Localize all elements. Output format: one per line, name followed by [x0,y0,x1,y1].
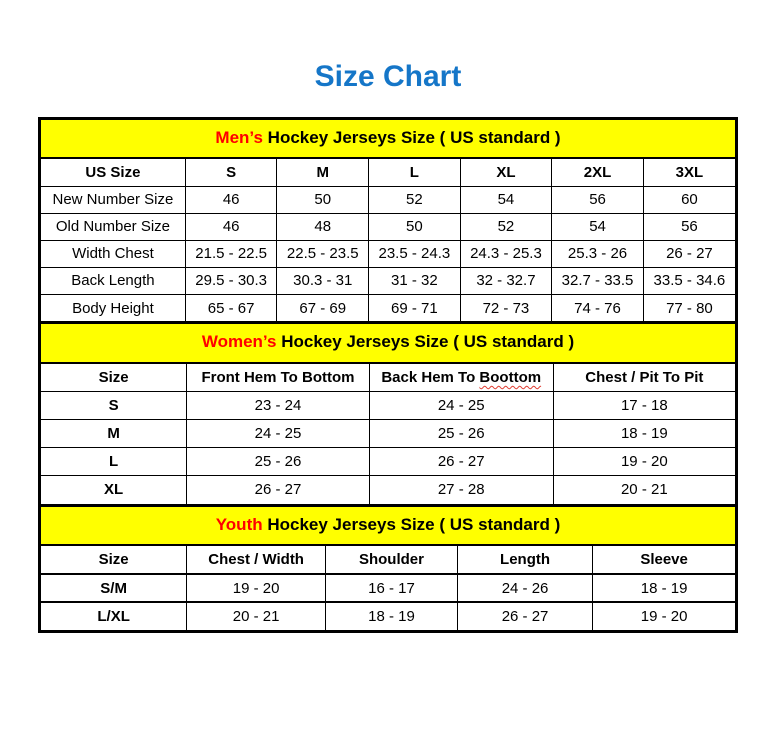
mens-column-header: 3XL [643,159,735,186]
mens-size-value: 31 - 32 [369,267,461,294]
youth-column-header: Size [41,546,187,574]
youth-column-header: Sleeve [593,546,735,574]
youth-band-highlight: Youth [215,514,263,534]
youth-band-text: Hockey Jerseys Size ( US standard ) [262,514,561,534]
page-title: Size Chart [314,60,462,93]
mens-column-header: 2XL [552,159,644,186]
section-mens [41,120,735,321]
mens-size-table [41,159,735,321]
womens-size-table [41,364,735,504]
womens-size-value: 17 - 18 [553,392,735,420]
womens-size-value: 24 - 25 [369,392,553,420]
womens-size-value: 18 - 19 [553,420,735,448]
mens-row-label: Back Length [41,267,185,294]
mens-size-value: 60 [643,186,735,213]
mens-band-text: Hockey Jerseys Size ( US standard ) [262,128,561,147]
table-row [41,294,735,321]
womens-column-header: Size [41,364,187,392]
mens-size-value: 30.3 - 31 [277,267,369,294]
youth-row-label: S/M [41,574,187,602]
mens-size-value: 29.5 - 30.3 [185,267,277,294]
table-row [41,213,735,240]
mens-size-value: 46 [185,213,277,240]
mens-column-header: M [277,159,369,186]
mens-column-header: S [185,159,277,186]
mens-size-value: 50 [369,213,461,240]
mens-size-value: 24.3 - 25.3 [460,240,552,267]
misspelled-word: Boottom [479,368,542,386]
table-row [41,602,735,630]
mens-row-label: New Number Size [41,186,185,213]
mens-band [41,120,735,159]
mens-size-value: 32 - 32.7 [460,267,552,294]
womens-size-value: 25 - 26 [187,448,370,476]
womens-size-value: 24 - 25 [187,420,370,448]
womens-size-value: 20 - 21 [553,476,735,504]
section-youth [41,504,735,630]
mens-size-value: 22.5 - 23.5 [277,240,369,267]
youth-column-header: Chest / Width [187,546,326,574]
youth-size-value: 19 - 20 [187,574,326,602]
size-chart [38,117,738,633]
mens-size-value: 23.5 - 24.3 [369,240,461,267]
mens-size-value: 74 - 76 [552,294,644,321]
mens-size-value: 52 [369,186,461,213]
youth-row-label: L/XL [41,602,187,630]
womens-band-text: Hockey Jerseys Size ( US standard ) [276,332,575,352]
mens-size-value: 56 [552,186,644,213]
mens-size-value: 77 - 80 [643,294,735,321]
youth-size-table [41,546,735,630]
youth-band [41,504,735,546]
mens-size-value: 69 - 71 [369,294,461,321]
mens-size-value: 26 - 27 [643,240,735,267]
womens-row-label: S [41,392,187,420]
mens-size-value: 32.7 - 33.5 [552,267,644,294]
table-row [41,267,735,294]
womens-band [41,321,735,363]
youth-column-header: Length [457,546,592,574]
youth-size-value: 20 - 21 [187,602,326,630]
womens-size-value: 25 - 26 [369,420,553,448]
table-row [41,476,735,504]
womens-column-header: Back Hem To Boottom [369,364,553,392]
table-row [41,240,735,267]
mens-size-value: 25.3 - 26 [552,240,644,267]
youth-column-header: Shoulder [326,546,458,574]
womens-column-header: Front Hem To Bottom [187,364,370,392]
mens-size-value: 54 [460,186,552,213]
mens-band-highlight: Men’s [215,128,263,147]
table-row [41,420,735,448]
youth-size-value: 26 - 27 [457,602,592,630]
womens-header-row [41,364,735,392]
mens-header-row [41,159,735,186]
youth-size-value: 19 - 20 [593,602,735,630]
youth-size-value: 24 - 26 [457,574,592,602]
mens-size-value: 50 [277,186,369,213]
mens-size-value: 54 [552,213,644,240]
mens-column-header: L [369,159,461,186]
womens-size-value: 23 - 24 [187,392,370,420]
mens-size-value: 52 [460,213,552,240]
womens-row-label: L [41,448,187,476]
womens-size-value: 26 - 27 [369,448,553,476]
womens-column-header: Chest / Pit To Pit [553,364,735,392]
womens-row-label: XL [41,476,187,504]
mens-size-value: 72 - 73 [460,294,552,321]
womens-size-value: 19 - 20 [553,448,735,476]
mens-column-header: XL [460,159,552,186]
table-row [41,186,735,213]
womens-size-value: 26 - 27 [187,476,370,504]
mens-size-value: 33.5 - 34.6 [643,267,735,294]
mens-size-value: 46 [185,186,277,213]
mens-size-value: 67 - 69 [277,294,369,321]
youth-size-value: 18 - 19 [593,574,735,602]
mens-size-value: 21.5 - 22.5 [185,240,277,267]
mens-size-value: 65 - 67 [185,294,277,321]
youth-header-row [41,546,735,574]
womens-row-label: M [41,420,187,448]
section-womens [41,321,735,503]
youth-size-value: 16 - 17 [326,574,458,602]
mens-row-label: Body Height [41,294,185,321]
mens-column-header: US Size [41,159,185,186]
table-row [41,392,735,420]
womens-band-highlight: Women’s [201,332,277,352]
table-row [41,574,735,602]
table-row [41,448,735,476]
mens-size-value: 56 [643,213,735,240]
youth-size-value: 18 - 19 [326,602,458,630]
mens-size-value: 48 [277,213,369,240]
mens-row-label: Width Chest [41,240,185,267]
mens-row-label: Old Number Size [41,213,185,240]
womens-size-value: 27 - 28 [369,476,553,504]
